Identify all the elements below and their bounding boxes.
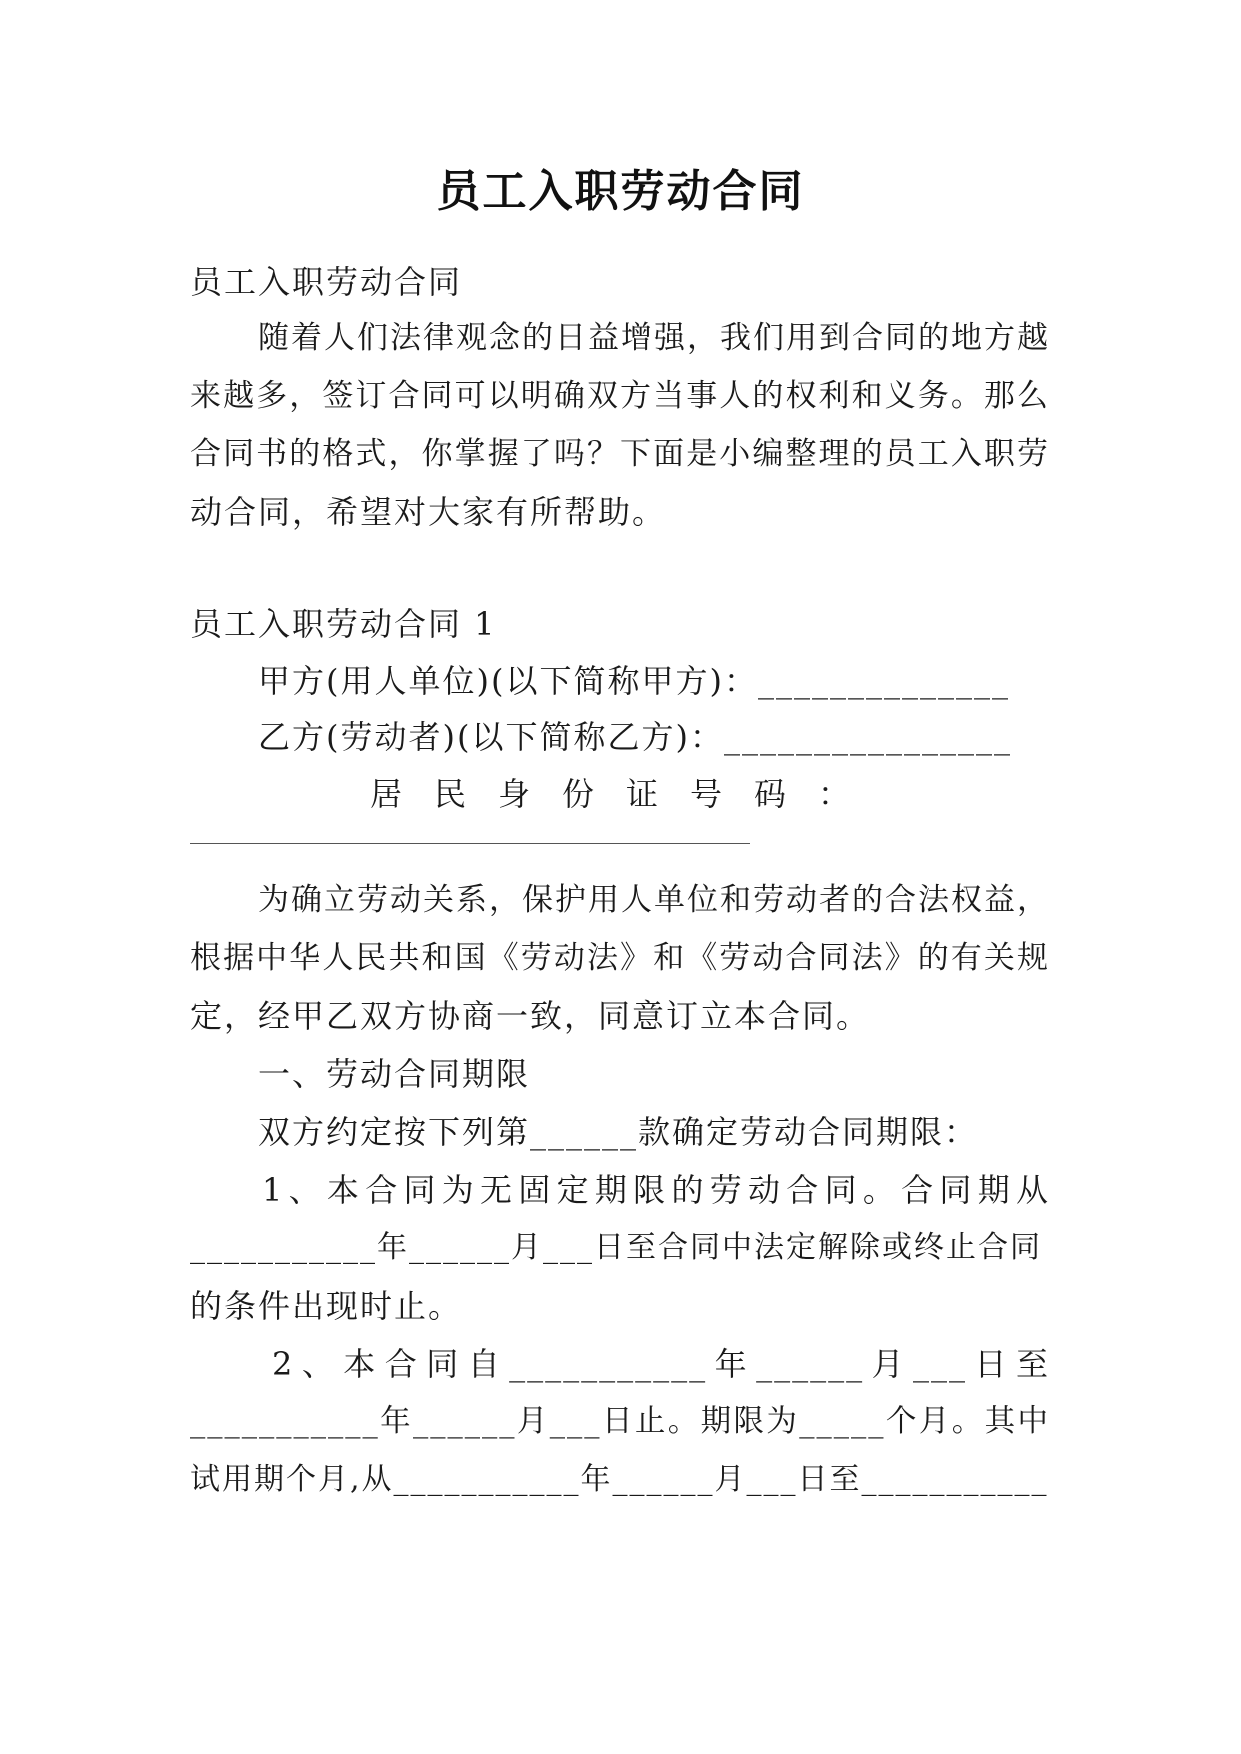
id-number-blank [190, 843, 750, 844]
intro-line-1: 随着人们法律观念的日益增强，我们用到合同的地方越 [258, 320, 1050, 356]
clause-heading: 一、劳动合同期限 [258, 1055, 531, 1093]
intro-line-4: 动合同，希望对大家有所帮助。 [190, 493, 667, 531]
intro-line-3: 合同书的格式，你掌握了吗？下面是小编整理的员工入职劳 [190, 436, 1050, 472]
clause-1-line-2: ___________年______月___日至合同中法定解除或终止合同 [190, 1230, 1042, 1265]
clause-2-line-1: 2、本合同自___________年______月___日至 [272, 1345, 1050, 1383]
clause-2-line-2: ___________年______月___日止。期限为_____个月。其中 [190, 1404, 1050, 1439]
clause-1-line-3: 的条件出现时止。 [190, 1287, 463, 1325]
document-title: 员工入职劳动合同 [436, 166, 805, 217]
doc-heading: 员工入职劳动合同 [190, 263, 463, 301]
intro-line-2: 来越多，签订合同可以明确双方当事人的权利和义务。那么 [190, 378, 1050, 414]
party-b-line: 乙方(劳动者)(以下简称乙方)：________________ [258, 718, 1012, 756]
clause-1-line-1: 1、本合同为无固定期限的劳动合同。合同期从 [262, 1171, 1050, 1209]
purpose-line-2: 根据中华人民共和国《劳动法》和《劳动合同法》的有关规 [190, 940, 1050, 976]
purpose-line-3: 定，经甲乙双方协商一致，同意订立本合同。 [190, 997, 871, 1035]
purpose-line-1: 为确立劳动关系，保护用人单位和劳动者的合法权益， [258, 882, 1050, 918]
clause-intro: 双方约定按下列第______款确定劳动合同期限： [258, 1113, 979, 1151]
party-a-line: 甲方(用人单位)(以下简称甲方)：______________ [258, 662, 1010, 700]
id-number-label: 居 民 身 份 证 号 码 ： [370, 775, 851, 813]
clause-2-line-3: 试用期个月,从___________年______月___日至___________ [190, 1462, 1049, 1497]
section-heading: 员工入职劳动合同 1 [190, 605, 497, 643]
